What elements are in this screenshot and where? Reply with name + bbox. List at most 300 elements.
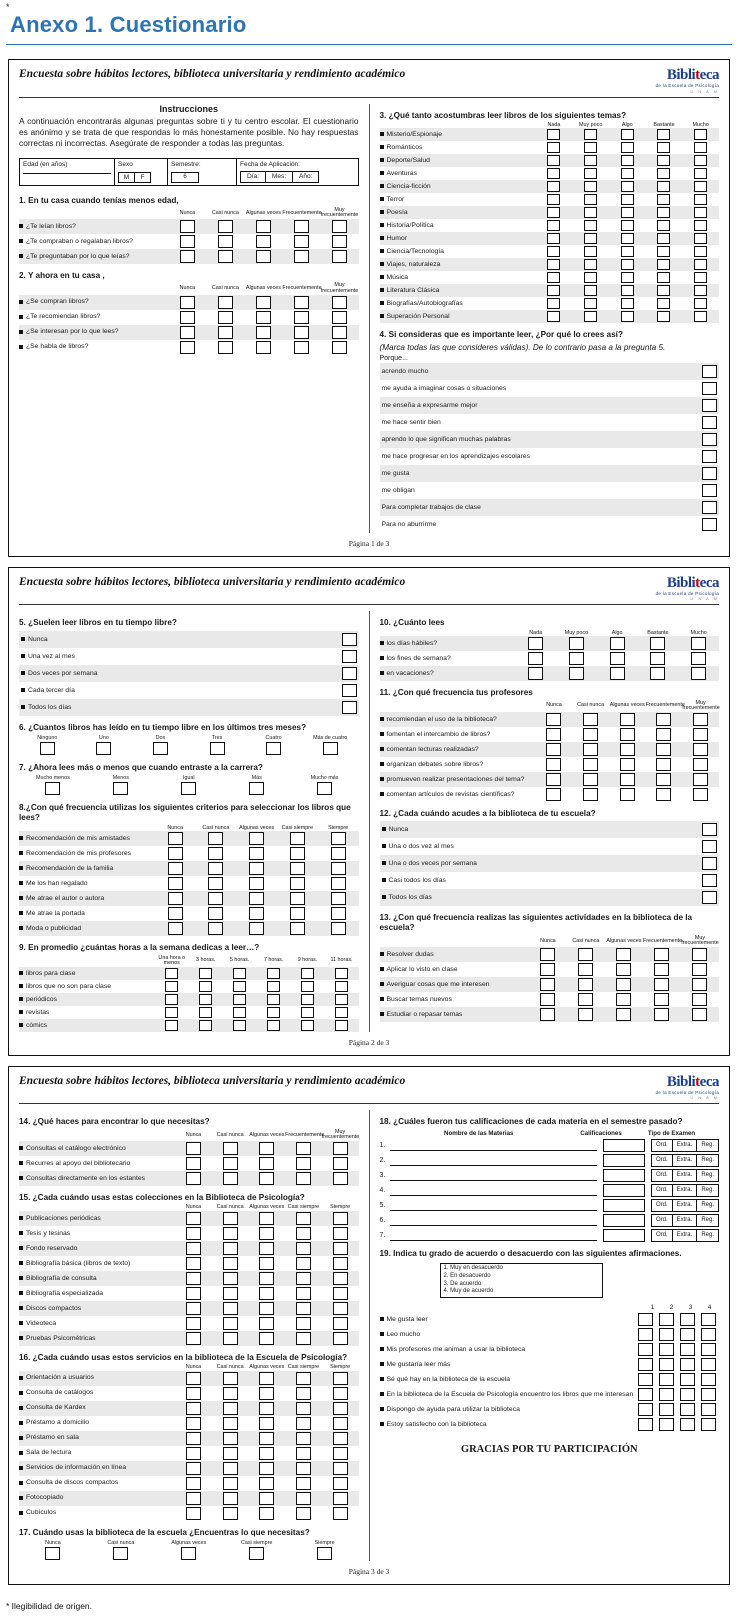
q3-r3-c1[interactable]	[584, 168, 597, 179]
q3-r3-c4[interactable]	[694, 168, 707, 179]
q15-r0-c3[interactable]	[296, 1212, 311, 1225]
q9-r2-c2[interactable]	[233, 994, 246, 1005]
q4-check-8[interactable]	[702, 501, 717, 514]
q8-r4-c2[interactable]	[249, 892, 264, 905]
q15-r7-c2[interactable]	[259, 1317, 274, 1330]
q1-r2-c3[interactable]	[294, 250, 309, 263]
q19-r7-c3[interactable]	[701, 1418, 716, 1431]
q18-reg-4[interactable]: Reg.	[697, 1199, 719, 1212]
q11-r1-c0[interactable]	[546, 728, 561, 741]
q3-r1-c4[interactable]	[694, 142, 707, 153]
q9-r0-c1[interactable]	[199, 968, 212, 979]
q10-r1-c2[interactable]	[610, 652, 625, 665]
q12-check-0[interactable]	[702, 823, 717, 836]
q16-r2-c2[interactable]	[259, 1402, 274, 1415]
q13-r2-c1[interactable]	[578, 978, 593, 991]
q18-ord-5[interactable]: Ord.	[651, 1214, 673, 1227]
q3-r5-c1[interactable]	[584, 194, 597, 205]
q14-r2-c2[interactable]	[259, 1172, 274, 1185]
q16-r7-c0[interactable]	[186, 1477, 201, 1490]
q3-r6-c2[interactable]	[621, 207, 634, 218]
q19-r2-c3[interactable]	[701, 1343, 716, 1356]
q2-r1-c2[interactable]	[256, 311, 271, 324]
q18-ord-2[interactable]: Ord.	[651, 1169, 673, 1182]
q13-r2-c0[interactable]	[540, 978, 555, 991]
q8-r5-c0[interactable]	[168, 907, 183, 920]
q3-r1-c0[interactable]	[547, 142, 560, 153]
q14-r1-c1[interactable]	[223, 1157, 238, 1170]
q10-r2-c3[interactable]	[650, 667, 665, 680]
q15-r1-c2[interactable]	[259, 1227, 274, 1240]
q18-reg-6[interactable]: Reg.	[697, 1229, 719, 1242]
q3-r0-c4[interactable]	[694, 129, 707, 140]
q11-r0-c4[interactable]	[693, 713, 708, 726]
q3-r0-c1[interactable]	[584, 129, 597, 140]
q9-r4-c0[interactable]	[165, 1020, 178, 1031]
q9-r1-c5[interactable]	[335, 981, 348, 992]
q11-r1-c1[interactable]	[583, 728, 598, 741]
q8-r0-c4[interactable]	[331, 832, 346, 845]
q9-r2-c1[interactable]	[199, 994, 212, 1005]
q1-r1-c2[interactable]	[256, 235, 271, 248]
q18-materia-3[interactable]	[390, 1184, 597, 1196]
q15-r8-c2[interactable]	[259, 1332, 274, 1345]
q2-r0-c3[interactable]	[294, 296, 309, 309]
q18-calificacion-5[interactable]	[603, 1214, 645, 1227]
q18-materia-5[interactable]	[390, 1214, 597, 1226]
q14-r0-c2[interactable]	[259, 1142, 274, 1155]
q3-r2-c3[interactable]	[657, 155, 670, 166]
q14-r1-c0[interactable]	[186, 1157, 201, 1170]
q4-check-4[interactable]	[702, 433, 717, 446]
q2-r1-c1[interactable]	[218, 311, 233, 324]
q4-check-0[interactable]	[702, 365, 717, 378]
q2-r0-c4[interactable]	[332, 296, 347, 309]
q11-r1-c4[interactable]	[693, 728, 708, 741]
q8-r5-c2[interactable]	[249, 907, 264, 920]
q13-r3-c2[interactable]	[616, 993, 631, 1006]
q19-r4-c0[interactable]	[638, 1373, 653, 1386]
q5-check-1[interactable]	[342, 650, 357, 663]
q14-r1-c4[interactable]	[333, 1157, 348, 1170]
q8-r6-c0[interactable]	[168, 922, 183, 935]
q15-r2-c1[interactable]	[223, 1242, 238, 1255]
q18-ord-0[interactable]: Ord.	[651, 1139, 673, 1152]
q3-r8-c4[interactable]	[694, 233, 707, 244]
q19-r6-c3[interactable]	[701, 1403, 716, 1416]
q8-r0-c0[interactable]	[168, 832, 183, 845]
q10-r2-c2[interactable]	[610, 667, 625, 680]
q16-r3-c4[interactable]	[333, 1417, 348, 1430]
q8-r4-c1[interactable]	[208, 892, 223, 905]
q16-r8-c0[interactable]	[186, 1492, 201, 1505]
q3-r1-c3[interactable]	[657, 142, 670, 153]
q17-check-1[interactable]	[113, 1547, 128, 1560]
q2-r2-c0[interactable]	[180, 326, 195, 339]
q9-r1-c2[interactable]	[233, 981, 246, 992]
q8-r0-c2[interactable]	[249, 832, 264, 845]
q14-r2-c1[interactable]	[223, 1172, 238, 1185]
q3-r0-c3[interactable]	[657, 129, 670, 140]
q3-r7-c2[interactable]	[621, 220, 634, 231]
q3-r2-c0[interactable]	[547, 155, 560, 166]
q2-r2-c2[interactable]	[256, 326, 271, 339]
q16-r3-c2[interactable]	[259, 1417, 274, 1430]
q11-r4-c2[interactable]	[620, 773, 635, 786]
q3-r9-c2[interactable]	[621, 246, 634, 257]
q3-r9-c3[interactable]	[657, 246, 670, 257]
q6-check-1[interactable]	[96, 742, 111, 755]
q17-check-4[interactable]	[317, 1547, 332, 1560]
q1-r2-c0[interactable]	[180, 250, 195, 263]
q13-r2-c4[interactable]	[692, 978, 707, 991]
q3-r8-c2[interactable]	[621, 233, 634, 244]
q16-r1-c2[interactable]	[259, 1387, 274, 1400]
q4-check-3[interactable]	[702, 416, 717, 429]
q9-r3-c2[interactable]	[233, 1007, 246, 1018]
fecha-dia-field[interactable]: Día:	[240, 171, 266, 183]
q11-r0-c1[interactable]	[583, 713, 598, 726]
q16-r0-c4[interactable]	[333, 1372, 348, 1385]
q19-r3-c2[interactable]	[680, 1358, 695, 1371]
q3-r0-c2[interactable]	[621, 129, 634, 140]
q19-r7-c0[interactable]	[638, 1418, 653, 1431]
q15-r0-c0[interactable]	[186, 1212, 201, 1225]
q18-materia-2[interactable]	[390, 1169, 597, 1181]
q18-reg-2[interactable]: Reg.	[697, 1169, 719, 1182]
q4-check-7[interactable]	[702, 484, 717, 497]
q15-r3-c2[interactable]	[259, 1257, 274, 1270]
q15-r5-c2[interactable]	[259, 1287, 274, 1300]
q9-r2-c3[interactable]	[267, 994, 280, 1005]
q19-r1-c1[interactable]	[659, 1328, 674, 1341]
q15-r4-c2[interactable]	[259, 1272, 274, 1285]
q14-r0-c3[interactable]	[296, 1142, 311, 1155]
q3-r10-c1[interactable]	[584, 259, 597, 270]
q18-materia-0[interactable]	[390, 1139, 597, 1151]
q8-r5-c4[interactable]	[331, 907, 346, 920]
q9-r0-c3[interactable]	[267, 968, 280, 979]
q16-r2-c3[interactable]	[296, 1402, 311, 1415]
q9-r3-c4[interactable]	[301, 1007, 314, 1018]
q2-r3-c4[interactable]	[332, 341, 347, 354]
q15-r4-c3[interactable]	[296, 1272, 311, 1285]
q15-r1-c4[interactable]	[333, 1227, 348, 1240]
q8-r2-c2[interactable]	[249, 862, 264, 875]
q14-r1-c2[interactable]	[259, 1157, 274, 1170]
q9-r4-c5[interactable]	[335, 1020, 348, 1031]
q16-r2-c4[interactable]	[333, 1402, 348, 1415]
q11-r2-c4[interactable]	[693, 743, 708, 756]
q7-check-2[interactable]	[181, 782, 196, 795]
fecha-mes-field[interactable]: Mes:	[266, 171, 293, 183]
q9-r1-c3[interactable]	[267, 981, 280, 992]
q3-r13-c1[interactable]	[584, 298, 597, 309]
q15-r2-c0[interactable]	[186, 1242, 201, 1255]
q3-r12-c2[interactable]	[621, 285, 634, 296]
q19-r3-c3[interactable]	[701, 1358, 716, 1371]
q11-r0-c0[interactable]	[546, 713, 561, 726]
q16-r5-c4[interactable]	[333, 1447, 348, 1460]
q16-r3-c1[interactable]	[223, 1417, 238, 1430]
q2-r0-c2[interactable]	[256, 296, 271, 309]
q15-r3-c0[interactable]	[186, 1257, 201, 1270]
q16-r1-c0[interactable]	[186, 1387, 201, 1400]
q19-r1-c2[interactable]	[680, 1328, 695, 1341]
q18-extra-4[interactable]: Extra.	[673, 1199, 698, 1212]
q3-r13-c0[interactable]	[547, 298, 560, 309]
q6-check-5[interactable]	[323, 742, 338, 755]
q10-r0-c4[interactable]	[691, 637, 706, 650]
q16-r9-c3[interactable]	[296, 1507, 311, 1520]
q3-r6-c4[interactable]	[694, 207, 707, 218]
q1-r0-c3[interactable]	[294, 220, 309, 233]
q18-calificacion-2[interactable]	[603, 1169, 645, 1182]
q13-r1-c2[interactable]	[616, 963, 631, 976]
q15-r6-c0[interactable]	[186, 1302, 201, 1315]
q10-r0-c0[interactable]	[528, 637, 543, 650]
q1-r2-c2[interactable]	[256, 250, 271, 263]
q3-r13-c3[interactable]	[657, 298, 670, 309]
q14-r1-c3[interactable]	[296, 1157, 311, 1170]
q13-r4-c2[interactable]	[616, 1008, 631, 1021]
q15-r5-c4[interactable]	[333, 1287, 348, 1300]
q15-r1-c0[interactable]	[186, 1227, 201, 1240]
sexo-option-m[interactable]: M	[118, 172, 135, 183]
q9-r4-c1[interactable]	[199, 1020, 212, 1031]
q13-r4-c1[interactable]	[578, 1008, 593, 1021]
q12-check-1[interactable]	[702, 840, 717, 853]
q18-extra-2[interactable]: Extra.	[673, 1169, 698, 1182]
q8-r6-c4[interactable]	[331, 922, 346, 935]
q13-r0-c2[interactable]	[616, 948, 631, 961]
q11-r1-c2[interactable]	[620, 728, 635, 741]
q11-r4-c0[interactable]	[546, 773, 561, 786]
q16-r5-c1[interactable]	[223, 1447, 238, 1460]
q18-calificacion-4[interactable]	[603, 1199, 645, 1212]
q11-r5-c2[interactable]	[620, 788, 635, 801]
q16-r0-c3[interactable]	[296, 1372, 311, 1385]
q3-r6-c1[interactable]	[584, 207, 597, 218]
q15-r4-c0[interactable]	[186, 1272, 201, 1285]
q2-r1-c0[interactable]	[180, 311, 195, 324]
q4-check-6[interactable]	[702, 467, 717, 480]
q19-r5-c0[interactable]	[638, 1388, 653, 1401]
q16-r9-c0[interactable]	[186, 1507, 201, 1520]
q13-r0-c1[interactable]	[578, 948, 593, 961]
q18-ord-6[interactable]: Ord.	[651, 1229, 673, 1242]
q3-r1-c2[interactable]	[621, 142, 634, 153]
q2-r1-c4[interactable]	[332, 311, 347, 324]
q7-check-4[interactable]	[317, 782, 332, 795]
q4-check-9[interactable]	[702, 518, 717, 531]
q13-r3-c1[interactable]	[578, 993, 593, 1006]
q9-r3-c1[interactable]	[199, 1007, 212, 1018]
q8-r4-c4[interactable]	[331, 892, 346, 905]
q15-r8-c0[interactable]	[186, 1332, 201, 1345]
q8-r2-c3[interactable]	[290, 862, 305, 875]
q13-r3-c0[interactable]	[540, 993, 555, 1006]
q11-r2-c3[interactable]	[656, 743, 671, 756]
q19-r7-c2[interactable]	[680, 1418, 695, 1431]
q19-r3-c0[interactable]	[638, 1358, 653, 1371]
q3-r1-c1[interactable]	[584, 142, 597, 153]
q3-r14-c0[interactable]	[547, 311, 560, 322]
q10-r2-c4[interactable]	[691, 667, 706, 680]
q18-extra-5[interactable]: Extra.	[673, 1214, 698, 1227]
q18-extra-1[interactable]: Extra.	[673, 1154, 698, 1167]
q11-r2-c1[interactable]	[583, 743, 598, 756]
q3-r12-c3[interactable]	[657, 285, 670, 296]
q16-r9-c4[interactable]	[333, 1507, 348, 1520]
q19-r6-c2[interactable]	[680, 1403, 695, 1416]
q3-r2-c1[interactable]	[584, 155, 597, 166]
q18-ord-3[interactable]: Ord.	[651, 1184, 673, 1197]
q12-check-4[interactable]	[702, 891, 717, 904]
q3-r11-c4[interactable]	[694, 272, 707, 283]
q3-r7-c0[interactable]	[547, 220, 560, 231]
q18-extra-6[interactable]: Extra.	[673, 1229, 698, 1242]
q3-r13-c4[interactable]	[694, 298, 707, 309]
q13-r1-c1[interactable]	[578, 963, 593, 976]
q18-reg-0[interactable]: Reg.	[697, 1139, 719, 1152]
q8-r1-c4[interactable]	[331, 847, 346, 860]
q16-r5-c3[interactable]	[296, 1447, 311, 1460]
q16-r1-c4[interactable]	[333, 1387, 348, 1400]
q2-r3-c3[interactable]	[294, 341, 309, 354]
q19-r7-c1[interactable]	[659, 1418, 674, 1431]
q5-check-0[interactable]	[342, 633, 357, 646]
sexo-option-f[interactable]: F	[135, 172, 151, 183]
q8-r1-c1[interactable]	[208, 847, 223, 860]
q3-r6-c0[interactable]	[547, 207, 560, 218]
q16-r2-c0[interactable]	[186, 1402, 201, 1415]
q3-r6-c3[interactable]	[657, 207, 670, 218]
q11-r4-c1[interactable]	[583, 773, 598, 786]
q3-r7-c3[interactable]	[657, 220, 670, 231]
q11-r5-c3[interactable]	[656, 788, 671, 801]
q3-r8-c1[interactable]	[584, 233, 597, 244]
q3-r5-c3[interactable]	[657, 194, 670, 205]
q16-r9-c1[interactable]	[223, 1507, 238, 1520]
q19-r4-c2[interactable]	[680, 1373, 695, 1386]
q15-r5-c1[interactable]	[223, 1287, 238, 1300]
q16-r1-c3[interactable]	[296, 1387, 311, 1400]
q18-reg-5[interactable]: Reg.	[697, 1214, 719, 1227]
q16-r4-c1[interactable]	[223, 1432, 238, 1445]
q3-r14-c2[interactable]	[621, 311, 634, 322]
q19-r2-c1[interactable]	[659, 1343, 674, 1356]
q3-r7-c4[interactable]	[694, 220, 707, 231]
q3-r11-c2[interactable]	[621, 272, 634, 283]
q16-r3-c3[interactable]	[296, 1417, 311, 1430]
q11-r2-c0[interactable]	[546, 743, 561, 756]
q19-r4-c1[interactable]	[659, 1373, 674, 1386]
q19-r2-c2[interactable]	[680, 1343, 695, 1356]
q16-r7-c1[interactable]	[223, 1477, 238, 1490]
q3-r4-c3[interactable]	[657, 181, 670, 192]
q10-r0-c2[interactable]	[610, 637, 625, 650]
q16-r3-c0[interactable]	[186, 1417, 201, 1430]
q18-reg-3[interactable]: Reg.	[697, 1184, 719, 1197]
q9-r3-c0[interactable]	[165, 1007, 178, 1018]
q3-r3-c2[interactable]	[621, 168, 634, 179]
q4-check-2[interactable]	[702, 399, 717, 412]
q15-r3-c1[interactable]	[223, 1257, 238, 1270]
q3-r0-c0[interactable]	[547, 129, 560, 140]
q3-r11-c3[interactable]	[657, 272, 670, 283]
q8-r6-c3[interactable]	[290, 922, 305, 935]
q19-r6-c1[interactable]	[659, 1403, 674, 1416]
q15-r7-c4[interactable]	[333, 1317, 348, 1330]
q11-r1-c3[interactable]	[656, 728, 671, 741]
q15-r8-c1[interactable]	[223, 1332, 238, 1345]
q10-r2-c1[interactable]	[569, 667, 584, 680]
q16-r6-c0[interactable]	[186, 1462, 201, 1475]
q6-check-3[interactable]	[210, 742, 225, 755]
q11-r3-c1[interactable]	[583, 758, 598, 771]
q6-check-4[interactable]	[266, 742, 281, 755]
q15-r1-c1[interactable]	[223, 1227, 238, 1240]
q6-check-0[interactable]	[40, 742, 55, 755]
q14-r2-c0[interactable]	[186, 1172, 201, 1185]
q13-r2-c3[interactable]	[654, 978, 669, 991]
q3-r4-c0[interactable]	[547, 181, 560, 192]
q15-r6-c2[interactable]	[259, 1302, 274, 1315]
q3-r2-c4[interactable]	[694, 155, 707, 166]
q18-extra-0[interactable]: Extra.	[673, 1139, 698, 1152]
q13-r0-c4[interactable]	[692, 948, 707, 961]
edad-input[interactable]	[23, 173, 111, 183]
q15-r4-c4[interactable]	[333, 1272, 348, 1285]
q19-r0-c2[interactable]	[680, 1313, 695, 1326]
q9-r3-c5[interactable]	[335, 1007, 348, 1018]
q9-r1-c4[interactable]	[301, 981, 314, 992]
q1-r1-c0[interactable]	[180, 235, 195, 248]
q19-r1-c3[interactable]	[701, 1328, 716, 1341]
q8-r6-c2[interactable]	[249, 922, 264, 935]
q18-materia-1[interactable]	[390, 1154, 597, 1166]
q13-r0-c3[interactable]	[654, 948, 669, 961]
q9-r1-c0[interactable]	[165, 981, 178, 992]
q8-r1-c0[interactable]	[168, 847, 183, 860]
q16-r8-c2[interactable]	[259, 1492, 274, 1505]
q11-r2-c2[interactable]	[620, 743, 635, 756]
q8-r5-c3[interactable]	[290, 907, 305, 920]
q13-r1-c0[interactable]	[540, 963, 555, 976]
q1-r0-c0[interactable]	[180, 220, 195, 233]
q13-r4-c4[interactable]	[692, 1008, 707, 1021]
q19-r3-c1[interactable]	[659, 1358, 674, 1371]
q1-r1-c1[interactable]	[218, 235, 233, 248]
q2-r2-c4[interactable]	[332, 326, 347, 339]
q18-materia-6[interactable]	[390, 1229, 597, 1241]
q18-extra-3[interactable]: Extra.	[673, 1184, 698, 1197]
q7-check-0[interactable]	[45, 782, 60, 795]
q15-r5-c0[interactable]	[186, 1287, 201, 1300]
q18-calificacion-6[interactable]	[603, 1229, 645, 1242]
q9-r0-c0[interactable]	[165, 968, 178, 979]
q7-check-1[interactable]	[113, 782, 128, 795]
q9-r2-c0[interactable]	[165, 994, 178, 1005]
q3-r4-c1[interactable]	[584, 181, 597, 192]
q16-r6-c2[interactable]	[259, 1462, 274, 1475]
q14-r0-c1[interactable]	[223, 1142, 238, 1155]
q15-r4-c1[interactable]	[223, 1272, 238, 1285]
q12-check-3[interactable]	[702, 874, 717, 887]
q8-r2-c4[interactable]	[331, 862, 346, 875]
q13-r4-c3[interactable]	[654, 1008, 669, 1021]
